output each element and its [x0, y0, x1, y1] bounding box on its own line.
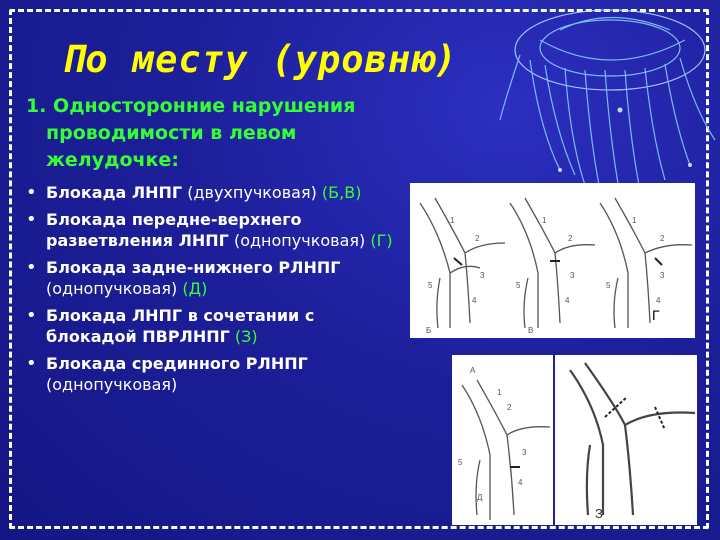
conduction-diagram-bottom-right — [553, 355, 697, 525]
diagram-label: 2 — [475, 234, 480, 243]
diagram-label: 4 — [472, 296, 477, 305]
content-block — [26, 93, 406, 401]
item-title: Блокада ЛНПГ — [46, 183, 183, 202]
item-ref: (Г) — [370, 231, 393, 250]
diagram-label: 2 — [568, 234, 573, 243]
panel-letter: Б — [426, 326, 432, 335]
item-note: (однопучковая) — [46, 375, 178, 394]
diagram-label: 4 — [518, 478, 523, 487]
section-heading: 1. Односторонние нарушения проводимости в левом желудочке: — [26, 95, 356, 171]
panel-letter: Д — [477, 493, 483, 502]
item-ref: (З) — [234, 327, 258, 346]
block-list — [26, 182, 406, 395]
diagram-label: 3 — [570, 271, 575, 280]
item-title: Блокада задне-нижнего РЛНПГ — [46, 258, 341, 277]
item-title: Блокада ЛНПГ в сочетании с блокадой ПВРЛНПГ — [46, 306, 315, 346]
diagram-label: 1 — [632, 216, 637, 225]
jellyfish-decoration — [470, 0, 720, 210]
diagram-label: 2 — [507, 403, 512, 412]
panel-letter: В — [528, 326, 534, 335]
diagram-label: 5 — [516, 281, 521, 290]
item-note: (однопучковая) — [228, 231, 371, 250]
diagram-label: 3 — [480, 271, 485, 280]
list-item — [26, 182, 406, 203]
item-title: Блокада срединного РЛНПГ — [46, 354, 308, 373]
item-note: (однопучковая) — [46, 279, 183, 298]
diagram-label: 4 — [565, 296, 570, 305]
list-item — [26, 257, 406, 299]
panel-letter: З — [595, 506, 603, 521]
diagram-label: 2 — [660, 234, 665, 243]
slide-title: По месту (уровню) — [62, 38, 458, 81]
list-item — [26, 209, 406, 251]
item-note: (двухпучковая) — [182, 183, 322, 202]
item-title: Блокада передне-верхнего разветвления ЛНПГ — [46, 210, 302, 250]
item-ref: (Б,В) — [321, 183, 362, 202]
diagram-label: 3 — [522, 448, 527, 457]
diagram-label: 4 — [656, 296, 661, 305]
list-item — [26, 305, 406, 347]
diagram-label: 5 — [428, 281, 433, 290]
diagram-label: 1 — [450, 216, 455, 225]
diagram-label: 1 — [542, 216, 547, 225]
panel-letter: А — [470, 366, 476, 375]
panel-letter-g: Г — [652, 307, 660, 323]
list-item — [26, 353, 406, 395]
item-ref: (Д) — [182, 279, 208, 298]
diagram-label: 1 — [497, 388, 502, 397]
diagram-label: 5 — [606, 281, 611, 290]
diagram-label: 3 — [660, 271, 665, 280]
diagram-label: 5 — [458, 458, 463, 467]
